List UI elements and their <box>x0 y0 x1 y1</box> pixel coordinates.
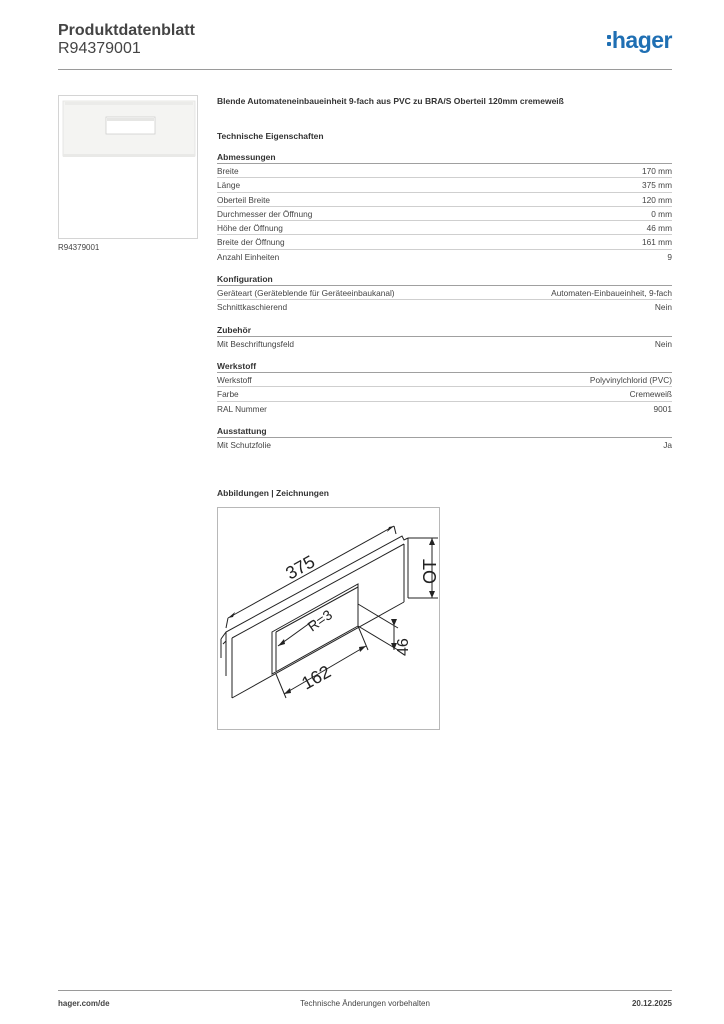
product-specifications <box>217 95 672 452</box>
technical-drawing <box>217 507 440 730</box>
spec-group-equipment <box>217 425 672 452</box>
spec-group-configuration <box>217 273 672 315</box>
spec-label: Schnittkaschierend <box>217 302 288 313</box>
spec-row <box>217 235 672 249</box>
spec-row <box>217 164 672 178</box>
spec-row <box>217 438 672 452</box>
spec-label: Breite der Öffnung <box>217 237 285 248</box>
spec-value: Ja <box>663 439 672 450</box>
dimension-height-label: OT <box>420 559 440 584</box>
logo-colon-icon <box>607 35 611 46</box>
footer-website: hager.com/de <box>58 999 110 1008</box>
spec-label: Höhe der Öffnung <box>217 223 283 234</box>
spec-value: 46 mm <box>646 223 672 234</box>
spec-row <box>217 221 672 235</box>
spec-value: Cremeweiß <box>629 389 672 400</box>
spec-row <box>217 193 672 207</box>
technical-properties-heading: Technische Eigenschaften <box>217 131 324 141</box>
document-number: R94379001 <box>58 40 141 57</box>
image-caption: R94379001 <box>58 243 100 252</box>
product-description: Blende Automateneinbaueinheit 9-fach aus PVC zu BRA/S Oberteil 120mm cremeweiß <box>217 96 564 106</box>
spec-group-title: Werkstoff <box>217 360 672 373</box>
dimension-opening-width-label: 162 <box>298 661 335 694</box>
spec-row <box>217 337 672 351</box>
spec-group-title: Konfiguration <box>217 273 672 286</box>
spec-label: Mit Beschriftungsfeld <box>217 338 295 349</box>
spec-group-material <box>217 360 672 416</box>
spec-label: Mit Schutzfolie <box>217 439 271 450</box>
spec-group-accessories <box>217 324 672 351</box>
spec-row <box>217 402 672 416</box>
spec-label: Oberteil Breite <box>217 194 271 205</box>
page-header <box>58 20 672 70</box>
spec-value: 375 mm <box>642 180 672 191</box>
spec-label: Durchmesser der Öffnung <box>217 208 313 219</box>
spec-group-title: Ausstattung <box>217 425 672 438</box>
dimension-opening-height-label: 46 <box>395 638 412 656</box>
spec-group-title: Zubehör <box>217 324 672 337</box>
spec-value: 9 <box>667 251 672 262</box>
dimension-length-label: 375 <box>282 551 319 584</box>
spec-label: Werkstoff <box>217 374 252 385</box>
product-image <box>58 95 198 239</box>
spec-label: Farbe <box>217 389 239 400</box>
figures-heading: Abbildungen | Zeichnungen <box>217 488 329 498</box>
footer-disclaimer: Technische Änderungen vorbehalten <box>300 999 430 1008</box>
page-footer <box>58 990 672 1014</box>
spec-label: RAL Nummer <box>217 403 267 414</box>
document-title: Produktdatenblatt <box>58 22 195 39</box>
spec-row <box>217 286 672 300</box>
spec-value: Nein <box>654 338 672 349</box>
spec-value: 120 mm <box>642 194 672 205</box>
spec-value: 161 mm <box>642 237 672 248</box>
spec-row <box>217 207 672 221</box>
product-photo-icon <box>59 96 199 240</box>
spec-value: 170 mm <box>642 166 672 176</box>
spec-value: Polyvinylchlorid (PVC) <box>589 374 672 385</box>
cover-plate-drawing <box>218 508 441 731</box>
spec-label: Länge <box>217 180 241 191</box>
spec-label: Anzahl Einheiten <box>217 251 280 262</box>
spec-value: Nein <box>654 302 672 313</box>
spec-row <box>217 373 672 387</box>
logo-text: hager <box>611 26 672 53</box>
dimension-radius-label: R=3 <box>304 606 336 635</box>
footer-date: 20.12.2025 <box>631 999 672 1008</box>
spec-value: 9001 <box>653 403 672 414</box>
spec-label: Breite <box>217 166 239 176</box>
spec-value: Automaten-Einbaueinheit, 9-fach <box>551 288 672 299</box>
spec-row <box>217 250 672 264</box>
spec-row <box>217 178 672 192</box>
spec-group-dimensions <box>217 151 672 264</box>
spec-label: Geräteart (Geräteblende für Geräteeinbaukanal) <box>217 288 395 299</box>
spec-value: 0 mm <box>651 208 672 219</box>
spec-row <box>217 300 672 314</box>
spec-group-title: Abmessungen <box>217 151 672 164</box>
spec-row <box>217 387 672 401</box>
hager-logo <box>607 26 672 54</box>
